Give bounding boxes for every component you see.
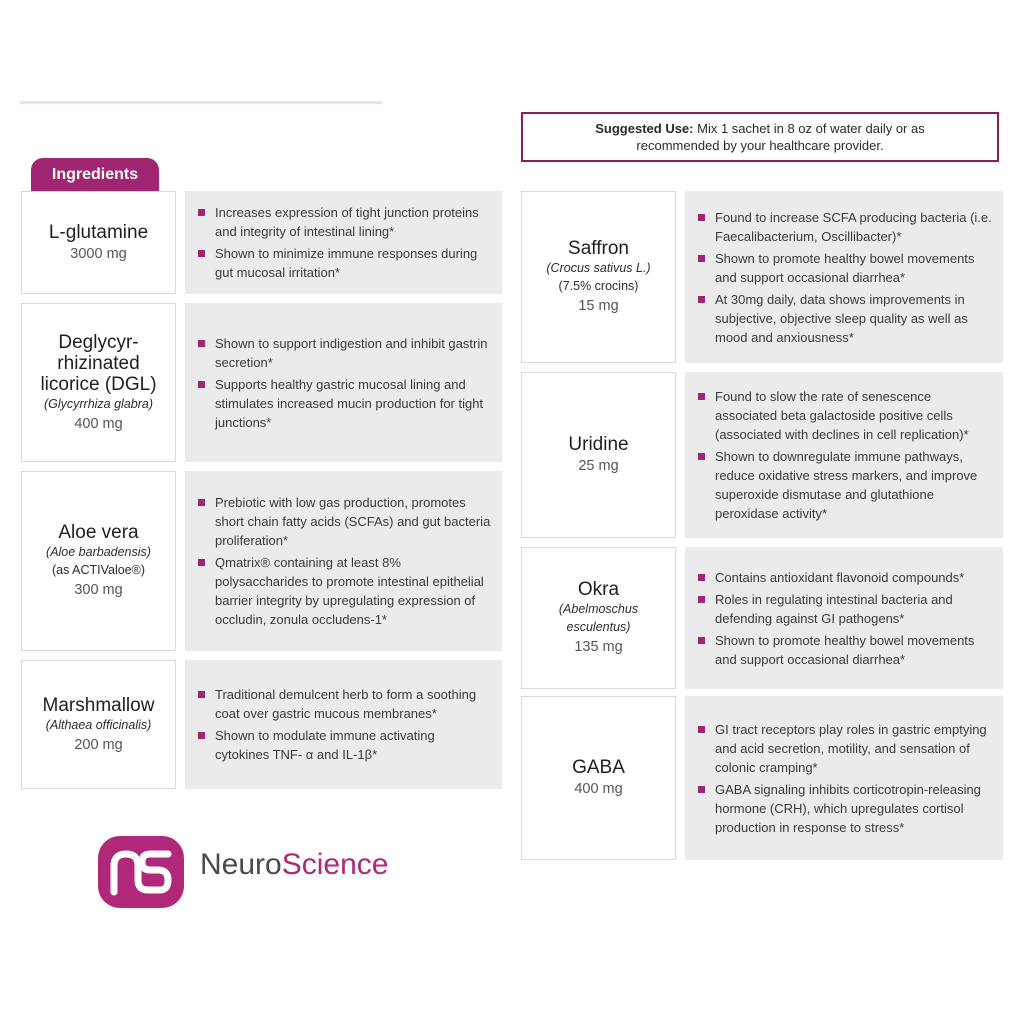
ingredient-name: L-glutamine bbox=[48, 221, 149, 243]
benefits-box bbox=[185, 660, 502, 789]
ingredient-dose: 135 mg bbox=[574, 639, 623, 655]
brand-part-science: Science bbox=[281, 848, 389, 881]
benefits-box bbox=[685, 372, 1003, 538]
ingredient-name: Marshmallow bbox=[42, 694, 155, 716]
ingredient-dose: 3000 mg bbox=[70, 245, 127, 262]
ingredient-dose: 400 mg bbox=[574, 781, 623, 797]
ingredient-name-box bbox=[521, 372, 676, 538]
ingredient-name: Saffron bbox=[568, 238, 629, 259]
header-divider bbox=[20, 101, 382, 104]
benefit-item: Shown to promote healthy bowel movements and support occasional diarrhea* bbox=[695, 631, 993, 669]
benefit-item: Shown to promote healthy bowel movements and support occasional diarrhea* bbox=[695, 249, 993, 287]
ingredient-dose: 400 mg bbox=[74, 415, 123, 432]
benefit-item: Qmatrix® containing at least 8% polysaccharides to promote intestinal epithelial barrier integrity by upregulating expression of occludin, zonula occludens-1* bbox=[195, 553, 492, 629]
ingredient-dose: 15 mg bbox=[578, 298, 619, 314]
suggested-use-box bbox=[521, 112, 999, 162]
ingredient-name-box bbox=[21, 660, 176, 789]
ingredient-name-box bbox=[21, 471, 176, 651]
neuroscience-logo bbox=[98, 836, 398, 908]
suggested-use-label: Suggested Use: bbox=[595, 121, 694, 136]
ingredient-latin-name: (Althaea officinalis) bbox=[45, 717, 152, 732]
ingredient-name: Aloe vera bbox=[58, 522, 139, 543]
brand-part-neuro: Neuro bbox=[200, 848, 282, 881]
ingredient-name: Deglycyr-rhizinated licorice (DGL) bbox=[40, 331, 157, 395]
benefits-box bbox=[685, 191, 1003, 363]
benefit-item: Shown to modulate immune activating cytokines TNF- α and IL-1β* bbox=[195, 726, 492, 764]
ingredient-name-box bbox=[21, 191, 176, 294]
ingredient-name-box bbox=[521, 547, 676, 689]
brand-wordmark bbox=[200, 848, 388, 882]
benefit-item: Found to slow the rate of senescence associated beta galactoside positive cells (associated with declines in cell replication)* bbox=[695, 387, 993, 444]
ingredient-latin-name: (Abelmoschus esculentus) bbox=[558, 602, 639, 634]
ingredient-name-box bbox=[521, 191, 676, 363]
ingredient-latin-name: (Glycyrrhiza glabra) bbox=[43, 396, 154, 411]
suggested-use-text: Mix 1 sachet in 8 oz of water daily or as recommended by your healthcare provider. bbox=[636, 121, 925, 153]
benefits-box bbox=[685, 696, 1003, 860]
benefit-item: Prebiotic with low gas production, promotes short chain fatty acids (SCFAs) and gut bacteria proliferation* bbox=[195, 493, 492, 550]
benefit-item: Contains antioxidant flavonoid compounds* bbox=[695, 568, 993, 587]
benefit-item: GI tract receptors play roles in gastric emptying and acid secretion, motility, and sensation of colonic cramping* bbox=[695, 720, 993, 777]
benefits-box bbox=[685, 547, 1003, 689]
benefits-box bbox=[185, 471, 502, 651]
ingredient-form: (7.5% crocins) bbox=[558, 279, 639, 293]
ingredient-name: Uridine bbox=[568, 434, 629, 455]
ingredient-dose: 25 mg bbox=[578, 458, 619, 474]
benefit-item: Supports healthy gastric mucosal lining and stimulates increased mucin production for tight junctions* bbox=[195, 375, 492, 432]
ingredient-form: (as ACTIValoe®) bbox=[51, 563, 146, 577]
ingredient-name-box bbox=[521, 696, 676, 860]
benefit-item: Shown to minimize immune responses during gut mucosal irritation* bbox=[195, 244, 492, 282]
benefit-item: Increases expression of tight junction proteins and integrity of intestinal lining* bbox=[195, 203, 492, 241]
ingredient-name-box bbox=[21, 303, 176, 462]
ingredient-latin-name: (Aloe barbadensis) bbox=[46, 545, 151, 559]
neuroscience-logo-icon bbox=[98, 836, 184, 908]
ingredients-tab: Ingredients bbox=[31, 158, 159, 191]
benefits-box bbox=[185, 303, 502, 462]
ingredient-name: GABA bbox=[572, 757, 625, 778]
benefit-item: Roles in regulating intestinal bacteria and defending against GI pathogens* bbox=[695, 590, 993, 628]
ingredient-latin-name: (Crocus sativus L.) bbox=[546, 261, 651, 275]
benefit-item: Found to increase SCFA producing bacteria (i.e. Faecalibacterium, Oscillibacter)* bbox=[695, 208, 993, 246]
benefit-item: Shown to downregulate immune pathways, reduce oxidative stress markers, and improve superoxide dismutase and glutathione peroxidase activity* bbox=[695, 447, 993, 523]
benefit-item: At 30mg daily, data shows improvements in subjective, objective sleep quality as well as mood and anxiousness* bbox=[695, 290, 993, 347]
ingredient-dose: 300 mg bbox=[74, 582, 123, 598]
benefit-item: Traditional demulcent herb to form a soothing coat over gastric mucous membranes* bbox=[195, 685, 492, 723]
benefits-box bbox=[185, 191, 502, 294]
ingredient-name: Okra bbox=[577, 579, 620, 600]
benefit-item: GABA signaling inhibits corticotropin-releasing hormone (CRH), which upregulates cortisol production in response to stress* bbox=[695, 780, 993, 837]
benefit-item: Shown to support indigestion and inhibit gastrin secretion* bbox=[195, 334, 492, 372]
ingredient-dose: 200 mg bbox=[74, 736, 123, 753]
